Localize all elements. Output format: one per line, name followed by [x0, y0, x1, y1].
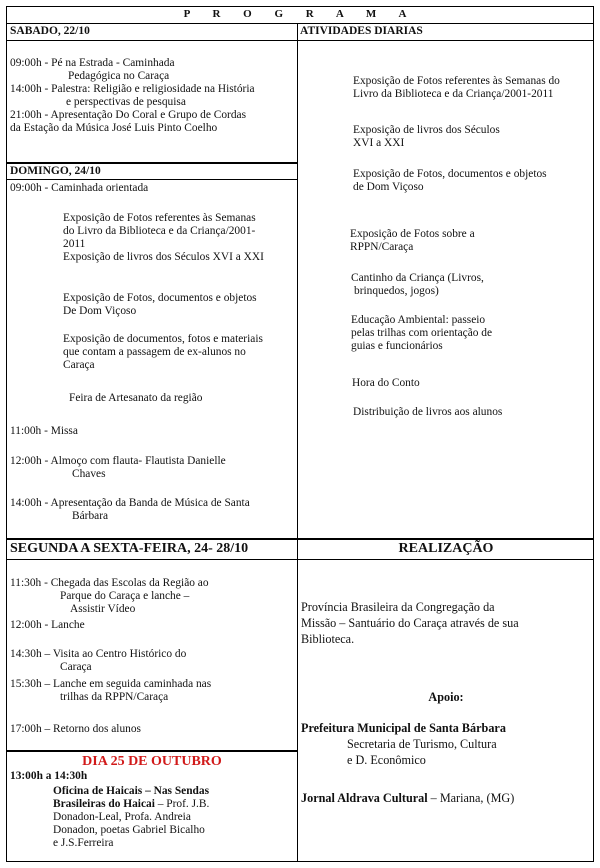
schedule-item: 14:00h - Palestra: Religião e religiosidade na História — [10, 83, 255, 95]
sunday-exhibit-books: Exposição de livros dos Séculos XVI a XXI — [63, 251, 264, 263]
realizacao-heading: REALIZAÇÃO — [398, 541, 494, 556]
weekdays-walk: 15:30h – Lanche em seguida caminhada nas trilhas da RPPN/Caraça — [10, 678, 212, 703]
saturday-schedule — [10, 57, 294, 135]
sunday-walk: 09:00h - Caminhada orientada — [10, 182, 149, 194]
sunday-exhibit-dom-vicoso: Exposição de Fotos, documentos e objetos De Dom Viçoso — [63, 292, 257, 317]
column-divider — [297, 23, 298, 861]
apoio-prefeitura: Prefeitura Municipal de Santa Bárbara Secretaria de Turismo, Cultura e D. Econômico — [301, 721, 506, 767]
schedule-item: 09:00h - Pé na Estrada - Caminhada — [10, 57, 175, 69]
divider — [7, 179, 297, 180]
divider — [7, 162, 297, 164]
daily-item: Exposição de Fotos sobre a RPPN/Caraça — [350, 228, 475, 253]
daily-item: Exposição de livros dos Séculos XVI a XXI — [353, 124, 500, 149]
schedule-item-cont: Pedagógica no Caraça — [68, 70, 170, 82]
daily-item: Exposição de Fotos, documentos e objetos de Dom Viçoso — [353, 168, 547, 193]
divider — [7, 559, 593, 560]
divider — [7, 750, 297, 752]
daily-heading: ATIVIDADES DIARIAS — [300, 25, 423, 37]
oct25-heading: DIA 25 DE OUTUBRO — [82, 754, 222, 769]
divider — [7, 538, 593, 540]
weekdays-arrival: 11:30h - Chegada das Escolas da Região ao Parque do Caraça e lanche – Assistir Vídeo — [10, 577, 209, 615]
apoio-jornal: Jornal Aldrava Cultural – Mariana, (MG) — [301, 791, 515, 805]
oct25-time: 13:00h a 14:30h — [10, 770, 88, 782]
daily-item: Educação Ambiental: passeio pelas trilhas com orientação de guias e funcionários — [351, 314, 493, 352]
daily-item: Hora do Conto — [352, 377, 420, 389]
sunday-band: 14:00h - Apresentação da Banda de Música de Santa Bárbara — [10, 497, 250, 522]
schedule-item: 21:00h - Apresentação Do Coral e Grupo de Cordas — [10, 109, 247, 121]
saturday-heading: SABADO, 22/10 — [10, 25, 90, 37]
oct25-workshop: Oficina de Haicais – Nas Sendas Brasileiras do Haicai – Prof. J.B. Donadon-Leal, Profa. Andreia Donadon, poetas Gabriel Bicalho e J.S.Ferreira — [53, 785, 210, 849]
sunday-craft-fair: Feira de Artesanato da região — [69, 392, 203, 404]
schedule-item-cont: e perspectivas de pesquisa — [66, 96, 186, 108]
weekdays-visit: 14:30h – Visita ao Centro Histórico do Caraça — [10, 648, 187, 673]
program-title: P R O G R A M A — [183, 8, 417, 20]
sunday-lunch: 12:00h - Almoço com flauta- Flautista Danielle Chaves — [10, 455, 226, 480]
apoio-label: Apoio: — [428, 690, 464, 704]
daily-item: Exposição de Fotos referentes às Semanas do Livro da Biblioteca e da Criança/2001-2011 — [353, 75, 560, 100]
divider — [7, 40, 297, 41]
sunday-mass: 11:00h - Missa — [10, 425, 78, 437]
realizacao-organizer: Província Brasileira da Congregação da Missão – Santuário do Caraça através de sua Biblioteca. — [301, 600, 519, 646]
weekdays-snack: 12:00h - Lanche — [10, 619, 85, 631]
program-sheet — [6, 6, 594, 862]
daily-item: Distribuição de livros aos alunos — [353, 406, 503, 418]
weekdays-return: 17:00h – Retorno dos alunos — [10, 723, 141, 735]
sunday-exhibit-photos: Exposição de Fotos referentes às Semanas do Livro da Biblioteca e da Criança/2001- 2011 — [63, 212, 256, 250]
sunday-exhibit-alumni: Exposição de documentos, fotos e materiais que contam a passagem de ex-alunos no Caraça — [63, 333, 263, 371]
daily-item: Cantinho da Criança (Livros, brinquedos, jogos) — [351, 272, 484, 297]
sunday-heading: DOMINGO, 24/10 — [10, 165, 101, 177]
schedule-item-cont: da Estação da Música José Luis Pinto Coelho — [10, 122, 218, 134]
divider — [297, 40, 593, 41]
weekdays-heading: SEGUNDA A SEXTA-FEIRA, 24- 28/10 — [10, 541, 249, 556]
divider — [7, 23, 593, 24]
